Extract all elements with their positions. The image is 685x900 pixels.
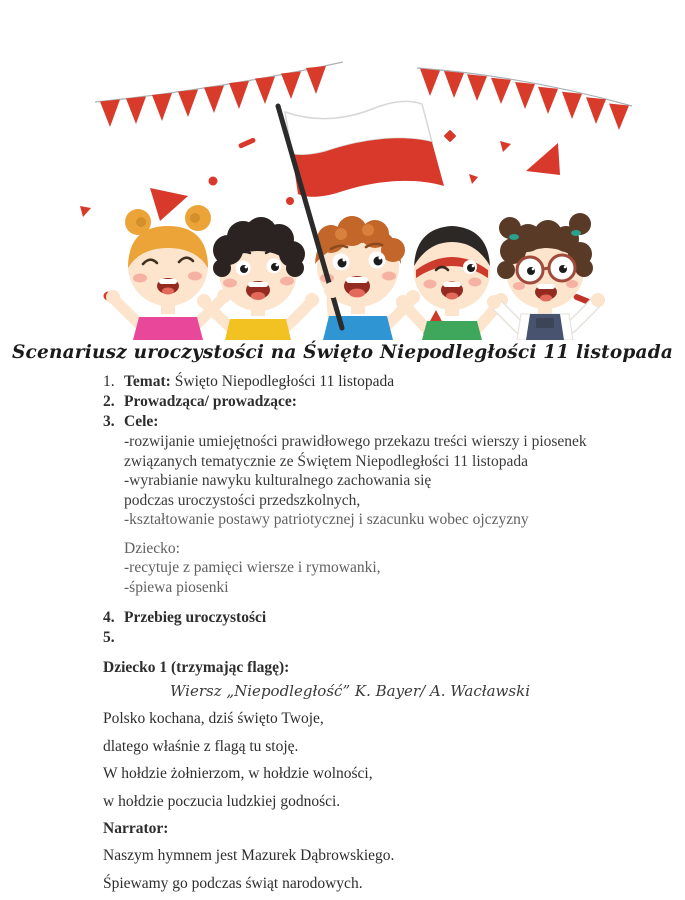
narrator-line: Śpiewamy go podczas świąt narodowych.: [103, 874, 363, 892]
poem-line: W hołdzie żołnierzom, w hołdzie wolności,: [103, 765, 373, 782]
list-item-2: [103, 392, 597, 412]
list-number-2: 2.: [103, 393, 115, 410]
list-text-2: Prowadząca/ prowadzące:: [124, 393, 297, 410]
list-item-4: [103, 608, 597, 628]
cele-line: -wyrabianie nawyku kulturalnego zachowania się: [124, 472, 432, 489]
narrator-line: Naszym hymnem jest Mazurek Dąbrowskiego.: [103, 847, 395, 864]
list-number-3: 3.: [103, 413, 115, 430]
narrator-lines: [103, 842, 597, 897]
cele-line: -rozwijanie umiejętności prawidłowego przekazu treści wierszy i piosenek: [124, 433, 587, 450]
poem-line: w hołdzie poczucia ludzkiej godności.: [103, 792, 341, 810]
narrator-header: Narrator:: [103, 820, 169, 837]
list-item-5: [103, 628, 597, 648]
spacer: [103, 530, 597, 539]
spacer: [103, 597, 597, 608]
list-number-5: 5.: [103, 629, 115, 646]
list-text-1: Temat: Święto Niepodległości 11 listopada: [124, 373, 395, 390]
document-content: [0, 340, 685, 897]
child-girl-glasses: [487, 213, 605, 340]
list-number-1: 1.: [103, 373, 115, 390]
child-girl-blonde: [106, 205, 231, 340]
cele-line: -kształtowanie postawy patriotycznej i szacunku wobec ojczyzny: [124, 511, 529, 528]
list-item-1: [103, 372, 597, 392]
cele-line: związanych tematycznie ze Świętem Niepodległości 11 listopada: [124, 452, 528, 470]
body-text: [103, 372, 597, 897]
list-text-4: Przebieg uroczystości: [124, 609, 267, 626]
poem-caption: Wiersz „Niepodległość” K. Bayer/ A. Wacławski: [170, 682, 530, 700]
child-boy-curly: [197, 217, 319, 340]
polish-flag-icon: [285, 101, 444, 196]
poem-line: dlatego właśnie z flagą tu stoję.: [103, 737, 299, 755]
child-goal-line: -śpiewa piosenki: [124, 578, 229, 596]
child-boy-cap: [396, 226, 508, 340]
child-boy-flagbearer: [315, 216, 420, 340]
spacer: [103, 648, 597, 658]
child1-header: Dziecko 1 (trzymając flagę):: [103, 659, 290, 676]
child-goal-line: -recytuje z pamięci wiersze i rymowanki,: [124, 559, 381, 576]
list-item-3: [103, 412, 597, 432]
independence-day-illustration: [0, 38, 685, 340]
page-title: Scenariusz uroczystości na Święto Niepodległości 11 listopada: [11, 342, 674, 363]
child-goal-line: Dziecko:: [124, 539, 180, 557]
poem: [103, 705, 597, 815]
cele-line: podczas uroczystości przedszkolnych,: [124, 491, 361, 509]
list-number-4: 4.: [103, 609, 115, 626]
garland-right-icon: [417, 68, 632, 130]
list-text-3: Cele:: [124, 413, 159, 430]
poem-line: Polsko kochana, dziś święto Twoje,: [103, 710, 324, 727]
